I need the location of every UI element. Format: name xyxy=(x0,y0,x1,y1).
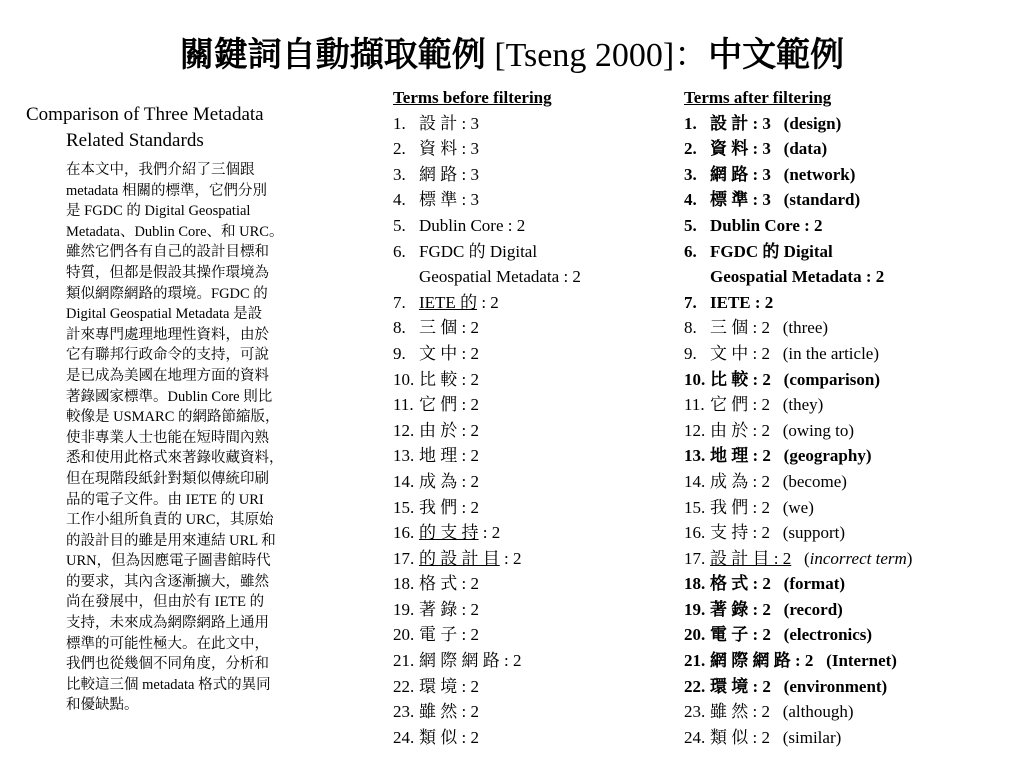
term-text: 資 料 : 3 xyxy=(419,139,479,159)
term-number: 20. xyxy=(393,625,415,645)
abstract-body: 在本文中，我們介紹了三個跟 metadata 相關的標準，它們分別 是 FGDC 的 Digital Geospatial Metadata、Dublin Core、和 URC。 雖然它們各有自己的設計目標和 特質，但都是假設其操作環境為 類似網際網路的環境。FGDC 的 Digital Geospatial Metadata 是設 計來專門處理地理性資料，由於 它有聯邦行政命令的支持，可說 是已成為美國在地理方面的資料 著錄國家標準。Dublin Core 則比 較像是 USMARC 的網路節縮版， 使非專業人士也能在短時間內熟 悉和使用此格式來著錄收藏資料， 但在現階段紙針對類似傳統印刷 品的電子文件。由 IETE 的 URI 工作小組所負責的 URC，其原始 的設計目的雖是用來連結 URL 和 URN，但為因應電子圖書館時代 的要求，其內含逐漸擴大，雖然 尚在發展中，但由於有 IETE 的 支持，未來成為網際網路上通用 標準的可能性極大。在此文中， 我們也從幾個不同角度，分析和 比較這三個 metadata 格式的異同 和優缺點。 xyxy=(66,162,284,714)
term-row xyxy=(684,239,912,265)
term-number: 9. xyxy=(684,343,697,363)
term-content xyxy=(710,418,854,444)
term-note: incorrect term xyxy=(809,548,907,568)
term-text: 格 式 : 2 xyxy=(419,574,479,594)
term-text: 三 個 : 2 (three) xyxy=(710,318,829,338)
term-text: 著 錄 : 2 xyxy=(419,599,479,619)
term-content xyxy=(710,622,872,648)
term-text: 文 中 : 2 xyxy=(419,343,479,363)
term-number: 16. xyxy=(684,523,706,543)
term-number: 22. xyxy=(684,676,706,696)
term-number: 1. xyxy=(393,113,406,133)
term-text: 三 個 : 2 xyxy=(419,318,479,338)
term-number: 23. xyxy=(684,702,706,722)
term-number: 21. xyxy=(393,651,415,671)
term-number: 14. xyxy=(393,471,415,491)
abstract-heading-line-2: Related Standards xyxy=(66,130,204,151)
term-row xyxy=(393,290,581,316)
term-row xyxy=(393,495,581,521)
term-content xyxy=(710,315,828,341)
term-row xyxy=(684,597,912,623)
term-text: 文 中 : 2 (in the article) xyxy=(710,343,880,363)
term-text: 的 設 計 目 xyxy=(419,548,500,568)
term-row xyxy=(684,290,912,316)
term-content xyxy=(710,392,823,418)
term-row xyxy=(684,392,912,418)
term-content xyxy=(419,213,525,239)
term-text: 由 於 : 2 xyxy=(419,420,479,440)
term-number: 23. xyxy=(393,702,415,722)
term-number: 7. xyxy=(393,292,406,312)
term-text: 設 計 目 : 2 xyxy=(710,548,792,568)
term-content xyxy=(419,136,479,162)
title-separator: ： xyxy=(674,37,709,74)
term-text: 雖 然 : 2 xyxy=(419,702,479,722)
term-content xyxy=(710,341,879,367)
term-row xyxy=(393,315,581,341)
term-content xyxy=(419,469,479,495)
term-row xyxy=(393,571,581,597)
term-number: 19. xyxy=(393,599,415,619)
term-number: 4. xyxy=(393,190,406,210)
terms-before-list xyxy=(393,111,581,751)
term-text: 網 際 網 路 : 2 (Internet) xyxy=(710,651,897,671)
term-row xyxy=(684,315,912,341)
term-content xyxy=(710,162,855,188)
term-number: 19. xyxy=(684,599,706,619)
term-row xyxy=(684,546,912,572)
term-text: 地 理 : 2 (geography) xyxy=(710,446,872,466)
term-row xyxy=(684,187,912,213)
term-row xyxy=(684,443,912,469)
term-text: 成 為 : 2 xyxy=(419,471,479,491)
term-number: 15. xyxy=(393,497,415,517)
term-number: 12. xyxy=(393,420,415,440)
term-text: 由 於 : 2 (owing to) xyxy=(710,420,855,440)
term-text: 著 錄 : 2 (record) xyxy=(710,599,843,619)
term-content xyxy=(710,674,887,700)
slide-title xyxy=(0,30,1024,82)
term-content xyxy=(419,674,479,700)
term-number: 6. xyxy=(393,241,406,261)
term-text: 比 較 : 2 xyxy=(419,369,479,389)
term-row xyxy=(684,111,912,137)
term-text: 網 際 網 路 : 2 xyxy=(419,651,522,671)
term-text: 比 較 : 2 (comparison) xyxy=(710,369,880,389)
term-row xyxy=(393,648,581,674)
term-suffix: ( xyxy=(791,548,810,568)
term-number: 9. xyxy=(393,343,406,363)
term-text: 我 們 : 2 xyxy=(419,497,479,517)
term-number: 4. xyxy=(684,190,697,210)
term-content xyxy=(710,213,823,239)
term-row xyxy=(684,162,912,188)
term-row xyxy=(393,443,581,469)
term-number: 1. xyxy=(684,113,697,133)
term-row xyxy=(393,725,581,751)
term-row xyxy=(393,392,581,418)
term-row xyxy=(393,367,581,393)
term-content xyxy=(419,571,479,597)
term-number: 21. xyxy=(684,651,706,671)
term-number: 10. xyxy=(684,369,706,389)
term-content xyxy=(419,725,479,751)
term-number: 2. xyxy=(393,139,406,159)
term-row xyxy=(393,162,581,188)
term-content xyxy=(710,725,841,751)
term-text: 成 為 : 2 (become) xyxy=(710,471,847,491)
term-content xyxy=(419,111,479,137)
term-row xyxy=(684,725,912,751)
term-number: 20. xyxy=(684,625,706,645)
term-number: 15. xyxy=(684,497,706,517)
term-suffix: : 2 xyxy=(478,523,501,543)
term-text: 它 們 : 2 xyxy=(419,395,479,415)
term-content xyxy=(710,571,845,597)
term-row xyxy=(393,213,581,239)
term-row xyxy=(684,469,912,495)
term-text: 我 們 : 2 (we) xyxy=(710,497,814,517)
term-text: Geospatial Metadata : 2 xyxy=(710,267,885,287)
term-text: 電 子 : 2 xyxy=(419,625,479,645)
term-number: 18. xyxy=(393,574,415,594)
term-number: 6. xyxy=(684,241,697,261)
term-content xyxy=(419,315,479,341)
term-content xyxy=(710,187,860,213)
term-text: 的 支 持 xyxy=(419,523,479,543)
term-row xyxy=(393,418,581,444)
term-row xyxy=(684,648,912,674)
term-row xyxy=(393,111,581,137)
term-content xyxy=(710,495,814,521)
term-text: 電 子 : 2 (electronics) xyxy=(710,625,873,645)
term-suffix-close: ) xyxy=(906,548,913,568)
term-text: 環 境 : 2 xyxy=(419,676,479,696)
term-row xyxy=(684,495,912,521)
term-content xyxy=(419,546,521,572)
term-number: 8. xyxy=(684,318,697,338)
title-cjk-part: 關鍵詞自動擷取範例 xyxy=(179,37,486,74)
term-row xyxy=(684,520,912,546)
term-number: 17. xyxy=(684,548,706,568)
term-row xyxy=(684,699,912,725)
term-content xyxy=(710,443,871,469)
term-row xyxy=(393,187,581,213)
term-text: 設 計 : 3 (design) xyxy=(710,113,842,133)
term-number: 8. xyxy=(393,318,406,338)
term-content xyxy=(419,418,479,444)
term-content xyxy=(419,699,479,725)
abstract-heading-line-1: Comparison of Three Metadata xyxy=(26,104,264,125)
term-number: 17. xyxy=(393,548,415,568)
term-row xyxy=(393,239,581,265)
term-number: 11. xyxy=(684,395,705,415)
term-text: IETE : 2 xyxy=(710,292,774,312)
term-row xyxy=(684,136,912,162)
term-text: 設 計 : 3 xyxy=(419,113,479,133)
term-content xyxy=(419,341,479,367)
term-row xyxy=(393,469,581,495)
term-number: 18. xyxy=(684,574,706,594)
term-number: 7. xyxy=(684,292,697,312)
term-content xyxy=(710,136,827,162)
term-row xyxy=(684,622,912,648)
term-content xyxy=(419,392,479,418)
term-text: 標 準 : 3 xyxy=(419,190,479,210)
term-content xyxy=(710,699,854,725)
term-content xyxy=(710,520,845,546)
terms-after-header: Terms after filtering xyxy=(684,88,832,107)
term-number: 22. xyxy=(393,676,415,696)
terms-after-list xyxy=(684,111,912,751)
term-suffix: : 2 xyxy=(499,548,522,568)
term-number: 24. xyxy=(393,727,415,747)
term-row xyxy=(684,341,912,367)
term-number: 12. xyxy=(684,420,706,440)
term-text: 標 準 : 3 (standard) xyxy=(710,190,861,210)
term-content xyxy=(710,239,833,265)
term-row xyxy=(393,520,581,546)
term-row xyxy=(684,418,912,444)
term-row xyxy=(684,571,912,597)
title-cjk-tail: 中文範例 xyxy=(708,37,845,74)
term-row xyxy=(393,622,581,648)
term-content xyxy=(419,443,479,469)
term-row xyxy=(393,264,581,290)
abstract-column xyxy=(26,102,322,716)
term-text: 地 理 : 2 xyxy=(419,446,479,466)
term-text: 環 境 : 2 (environment) xyxy=(710,676,888,696)
term-text: 格 式 : 2 (format) xyxy=(710,574,846,594)
term-content xyxy=(710,546,912,572)
term-row xyxy=(684,367,912,393)
term-number: 5. xyxy=(393,215,406,235)
term-content xyxy=(710,648,897,674)
terms-after-column xyxy=(684,85,912,750)
term-number: 13. xyxy=(393,446,415,466)
term-content xyxy=(419,648,521,674)
term-content xyxy=(419,367,479,393)
term-text: IETE 的 xyxy=(419,292,478,312)
term-text: 類 似 : 2 xyxy=(419,727,479,747)
term-number: 11. xyxy=(393,395,414,415)
abstract-heading xyxy=(26,102,322,154)
term-number: 24. xyxy=(684,727,706,747)
term-text: Dublin Core : 2 xyxy=(419,215,526,235)
term-number: 3. xyxy=(684,164,697,184)
term-row xyxy=(393,674,581,700)
term-content xyxy=(419,187,479,213)
term-content xyxy=(710,367,880,393)
term-content xyxy=(710,597,843,623)
term-content xyxy=(710,264,884,290)
term-text: Dublin Core : 2 xyxy=(710,215,823,235)
term-content xyxy=(419,239,537,265)
term-content xyxy=(419,290,499,316)
term-number: 5. xyxy=(684,215,697,235)
term-content xyxy=(419,264,581,290)
term-text: FGDC 的 Digital xyxy=(710,241,833,261)
terms-before-header: Terms before filtering xyxy=(393,88,552,107)
term-content xyxy=(419,162,479,188)
title-reference: [Tseng 2000] xyxy=(494,37,675,74)
term-row xyxy=(393,597,581,623)
term-text: 網 路 : 3 (network) xyxy=(710,164,856,184)
term-text: 雖 然 : 2 (although) xyxy=(710,702,854,722)
term-number: 10. xyxy=(393,369,415,389)
term-text: 它 們 : 2 (they) xyxy=(710,395,824,415)
term-content xyxy=(710,290,773,316)
term-text: 資 料 : 3 (data) xyxy=(710,139,828,159)
term-suffix: : 2 xyxy=(477,292,499,312)
term-number: 14. xyxy=(684,471,706,491)
term-row xyxy=(684,264,912,290)
term-content xyxy=(710,111,841,137)
term-text: 網 路 : 3 xyxy=(419,164,479,184)
term-content xyxy=(710,469,847,495)
term-content xyxy=(419,495,479,521)
term-text: Geospatial Metadata : 2 xyxy=(419,267,581,287)
term-row xyxy=(684,213,912,239)
term-row xyxy=(393,699,581,725)
term-text: FGDC 的 Digital xyxy=(419,241,538,261)
term-number: 3. xyxy=(393,164,406,184)
term-content xyxy=(419,622,479,648)
term-number: 13. xyxy=(684,446,706,466)
term-content xyxy=(419,520,500,546)
term-number: 2. xyxy=(684,139,697,159)
term-row xyxy=(684,674,912,700)
terms-before-column xyxy=(393,85,581,750)
term-row xyxy=(393,341,581,367)
term-row xyxy=(393,546,581,572)
term-row xyxy=(393,136,581,162)
term-text: 類 似 : 2 (similar) xyxy=(710,727,842,747)
term-content xyxy=(419,597,479,623)
term-number: 16. xyxy=(393,523,415,543)
term-text: 支 持 : 2 (support) xyxy=(710,523,846,543)
